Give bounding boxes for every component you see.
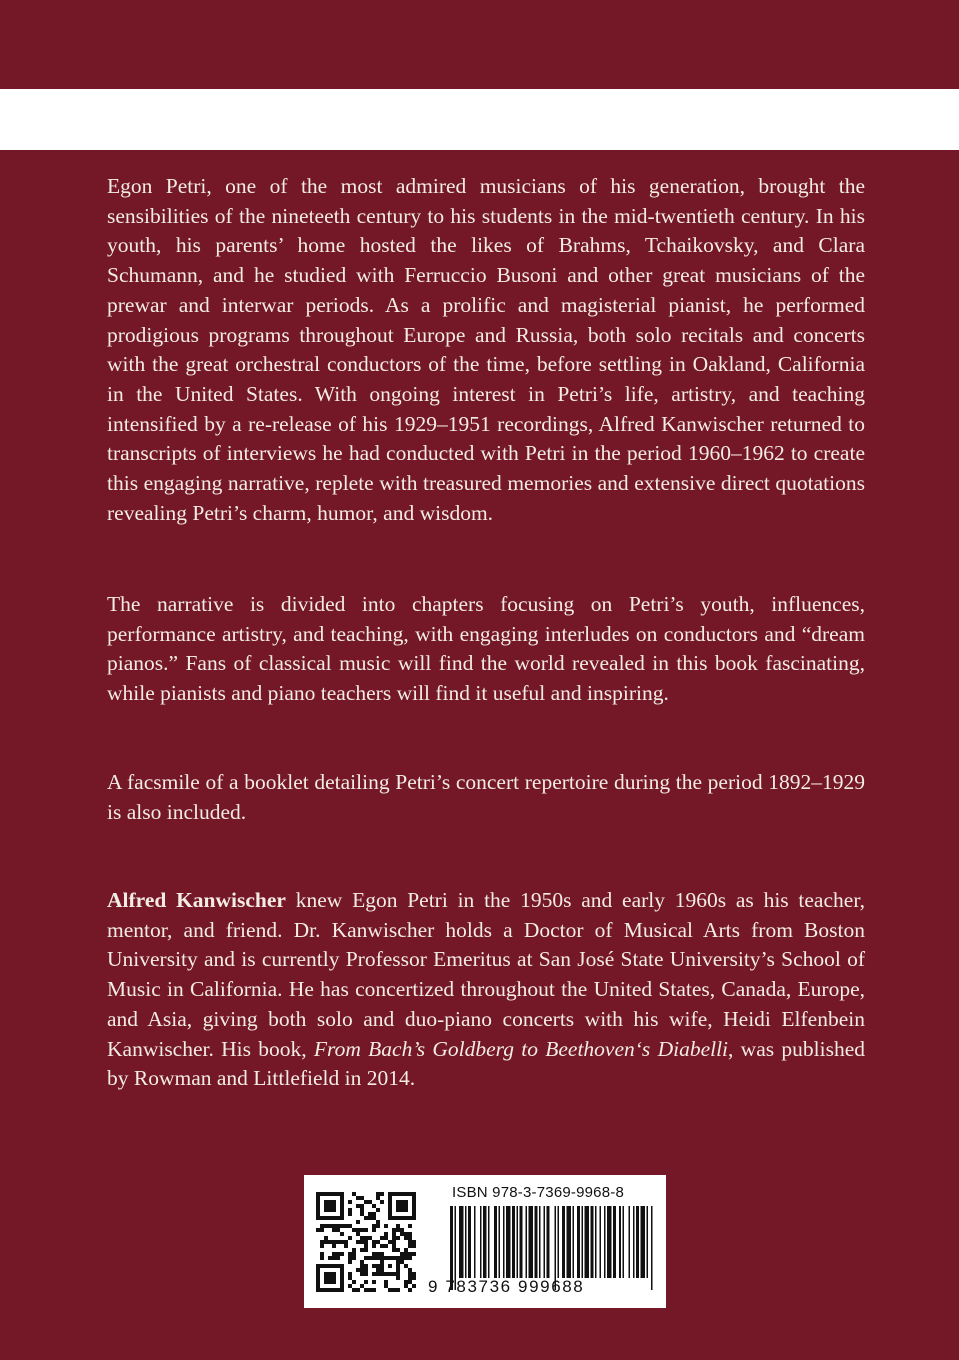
book-title: From Bach’s Goldberg to Beethoven‘s Diabelli xyxy=(313,1036,729,1061)
barcode-panel xyxy=(304,1175,666,1308)
description-paragraph-3: A facsmile of a booklet detailing Petri’s concert repertoire during the period 1892–1929 is also included. xyxy=(107,770,865,824)
author-bio xyxy=(107,886,865,1094)
isbn-label: ISBN 978-3-7369-9968-8 xyxy=(452,1184,625,1201)
author-bio-text-a: knew Egon Petri in the 1950s and early 1960s as his teacher, mentor, and friend. Dr. Kanwischer holds a Doctor of Musical Arts from Boston University and is currently Professor Emeritus at San José State University’s School of Music in California. He has concertized throughout the United States, Canada, Europe, and Asia, giving both solo and duo-piano concerts with his wife, Heidi Elfenbein Kanwischer. His book, xyxy=(107,888,865,1061)
top-white-band xyxy=(0,89,959,150)
description-paragraph-2: The narrative is divided into chapters focusing on Petri’s youth, influences, performance artistry, and teaching, with engaging interludes on conductors and “dream pianos.” Fans of classical music will find the world revealed in this book fascinating, while pianists and piano teachers will find it useful and inspiring. xyxy=(107,592,865,706)
description-paragraph-1: Egon Petri, one of the most admired musicians of his generation, brought the sensibilities of the nineteeth century to his students in the mid-twentieth century. In his youth, his parents’ home hosted the likes of Brahms, Tchaikovsky, and Clara Schumann, and he studied with Ferruccio Busoni and other great musicians of the prewar and interwar periods. As a prolific and magisterial pianist, he performed prodigious programs throughout Europe and Russia, both solo recitals and concerts with the great orchestral conductors of the time, before settling in Oakland, California in the United States. With ongoing interest in Petri’s life, artistry, and teaching intensified by a re-release of his 1929–1951 recordings, Alfred Kanwischer returned to transcripts of interviews he had conducted with Petri in the period 1960–1962 to create this engaging narrative, replete with treasured memories and extensive direct quotations revealing Petri’s charm, humor, and wisdom. xyxy=(107,174,865,525)
author-name: Alfred Kanwischer xyxy=(107,888,286,912)
author-bio-text-b: , was published by Rowman and Littlefield in 2014. xyxy=(107,1036,865,1091)
ean-digits: 9 783736 999688 xyxy=(428,1277,585,1296)
qr-code-icon xyxy=(316,1192,416,1292)
